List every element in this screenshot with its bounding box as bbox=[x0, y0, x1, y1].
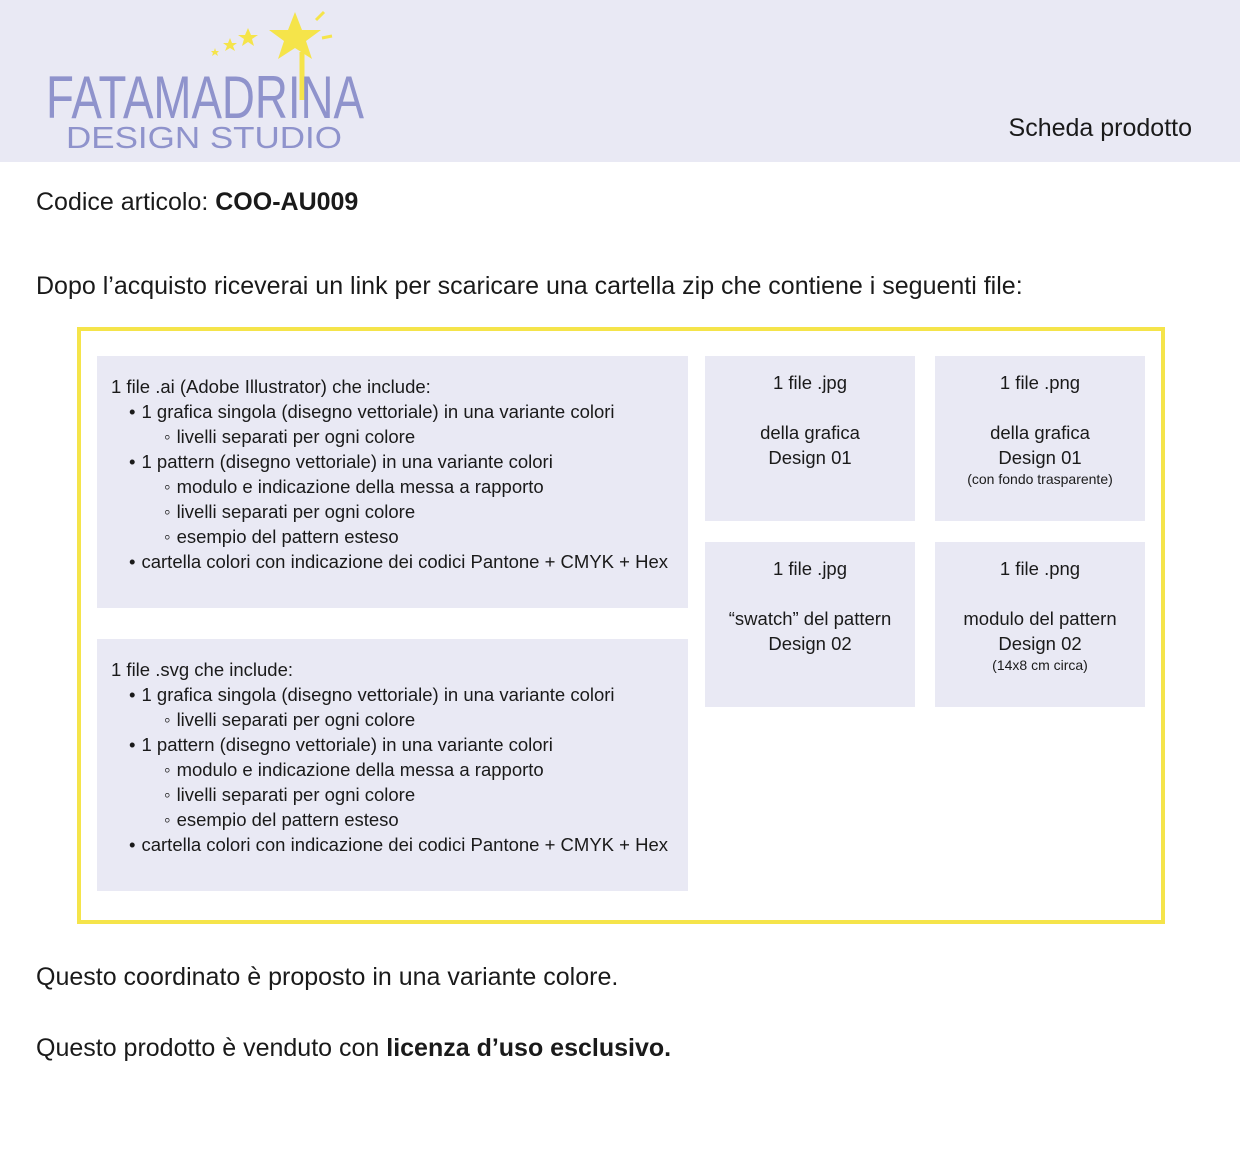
list-subitem: ◦ livelli separati per ogni colore bbox=[111, 499, 688, 524]
file-description: della grafica bbox=[760, 422, 860, 443]
document-type-label: Scheda prodotto bbox=[1008, 114, 1192, 142]
brand-logo bbox=[40, 8, 380, 158]
file-tile-jpg-design01 bbox=[705, 356, 915, 521]
list-subitem: ◦ esempio del pattern esteso bbox=[111, 524, 688, 549]
license-type: licenza d’uso esclusivo. bbox=[386, 1034, 672, 1062]
list-subitem: ◦ esempio del pattern esteso bbox=[111, 807, 688, 832]
product-code-line bbox=[36, 188, 358, 217]
file-description: modulo del pattern bbox=[963, 608, 1117, 629]
list-item: • cartella colori con indicazione dei codici Pantone + CMYK + Hex bbox=[111, 549, 688, 574]
file-note: (con fondo trasparente) bbox=[967, 471, 1113, 487]
list-item: • 1 pattern (disegno vettoriale) in una variante colori bbox=[111, 732, 688, 757]
design-label: Design 01 bbox=[768, 447, 852, 468]
file-tile-png-design01 bbox=[935, 356, 1145, 521]
list-item: • 1 pattern (disegno vettoriale) in una variante colori bbox=[111, 449, 688, 474]
variant-note: Questo coordinato è proposto in una variante colore. bbox=[36, 963, 619, 991]
brand-name: FATAMADRINA bbox=[46, 64, 364, 131]
license-note bbox=[36, 1034, 671, 1063]
download-intro: Dopo l’acquisto riceverai un link per scaricare una cartella zip che contiene i seguenti file: bbox=[36, 272, 1023, 300]
file-format: 1 file .jpg bbox=[772, 558, 848, 579]
file-note: (14x8 cm circa) bbox=[992, 657, 1088, 673]
file-description: “swatch” del pattern bbox=[728, 608, 892, 629]
license-prefix: Questo prodotto è venduto con bbox=[36, 1034, 387, 1062]
file-format: 1 file .png bbox=[999, 372, 1081, 393]
list-subitem: ◦ livelli separati per ogni colore bbox=[111, 782, 688, 807]
file-format: 1 file .jpg bbox=[772, 372, 848, 393]
list-item: • 1 grafica singola (disegno vettoriale) in una variante colori bbox=[111, 682, 688, 707]
list-subitem: ◦ livelli separati per ogni colore bbox=[111, 424, 688, 449]
list-subitem: ◦ modulo e indicazione della messa a rapporto bbox=[111, 474, 688, 499]
design-label: Design 02 bbox=[998, 633, 1082, 654]
design-label: Design 01 bbox=[998, 447, 1082, 468]
file-tile-png-design02 bbox=[935, 542, 1145, 707]
file-description: della grafica bbox=[990, 422, 1090, 443]
file-tile-jpg-design02 bbox=[705, 542, 915, 707]
list-subitem: ◦ livelli separati per ogni colore bbox=[111, 707, 688, 732]
product-code: COO-AU009 bbox=[215, 188, 359, 216]
file-box-title: 1 file .svg che include: bbox=[111, 659, 294, 680]
list-item: • 1 grafica singola (disegno vettoriale) in una variante colori bbox=[111, 399, 688, 424]
brand-subtitle: DESIGN STUDIO bbox=[66, 120, 342, 155]
list-item: • cartella colori con indicazione dei codici Pantone + CMYK + Hex bbox=[111, 832, 688, 857]
file-box-svg bbox=[97, 639, 688, 891]
product-code-label: Codice articolo: bbox=[36, 188, 216, 216]
list-subitem: ◦ modulo e indicazione della messa a rapporto bbox=[111, 757, 688, 782]
file-format: 1 file .png bbox=[999, 558, 1081, 579]
header-band bbox=[0, 0, 1240, 162]
design-label: Design 02 bbox=[768, 633, 852, 654]
file-box-ai bbox=[97, 356, 688, 608]
file-box-title: 1 file .ai (Adobe Illustrator) che include: bbox=[111, 376, 431, 397]
